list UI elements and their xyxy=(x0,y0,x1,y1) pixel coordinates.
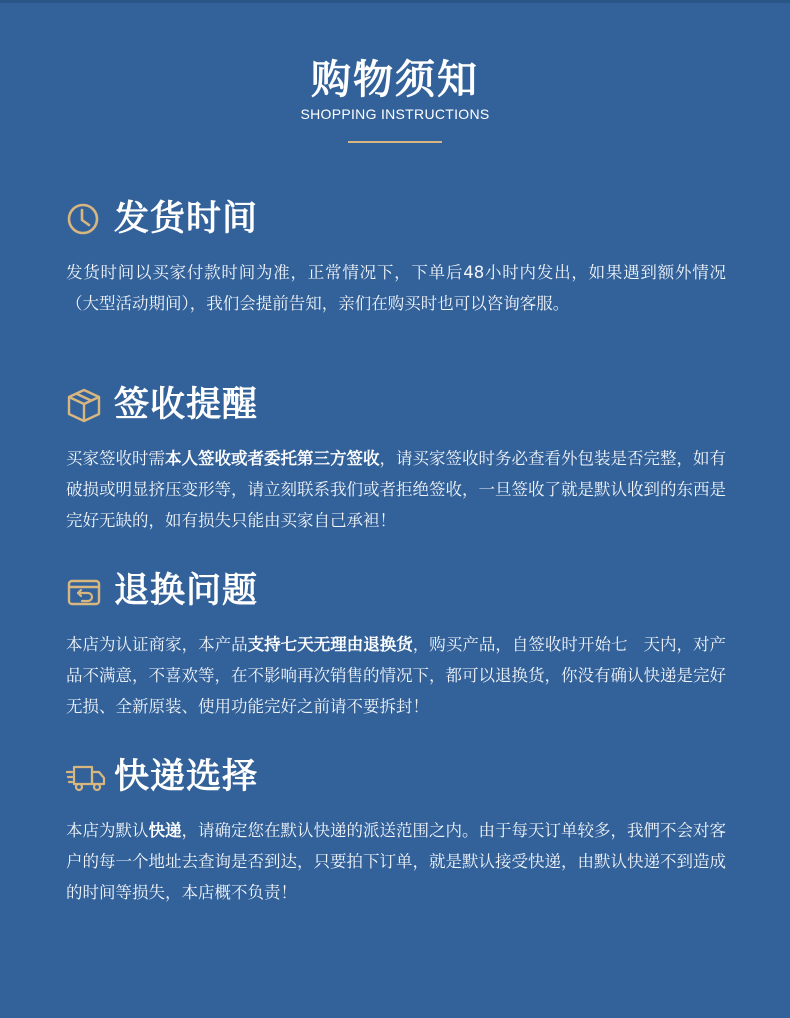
section-body xyxy=(66,443,726,536)
section-courier-choice xyxy=(66,753,726,908)
box-icon xyxy=(66,387,102,423)
page-header xyxy=(0,56,790,143)
body-text: 买家签收时需 xyxy=(66,449,165,468)
page-subtitle: SHOPPING INSTRUCTIONS xyxy=(300,106,490,122)
section-body xyxy=(66,815,726,908)
section-body xyxy=(66,257,726,319)
section-header xyxy=(66,567,726,615)
top-border xyxy=(0,0,790,3)
delivery-truck-icon xyxy=(66,759,106,795)
body-text: 天内，对产品不满意，不喜欢等，在不影响再次销售的情况下，都可以退换货，你没有确认快递是完好无损、全新原装、使用功能完好之前请不要拆封！ xyxy=(66,635,727,716)
section-shipping-time xyxy=(66,195,726,319)
section-header xyxy=(66,195,726,243)
page-title: 购物须知 xyxy=(311,57,479,103)
section-title: 退换问题 xyxy=(114,571,259,611)
emphasis-text: 快递 xyxy=(148,821,182,840)
section-title: 发货时间 xyxy=(114,199,259,239)
section-delivery-reminder xyxy=(66,381,726,536)
body-text: 发货时间以买家付款时间为准，正常情况下，下单后48小时内发出，如果遇到额外情况（大型活动期间），我们会提前告知，亲们在购买时也可以咨询客服。 xyxy=(66,263,726,313)
section-title: 签收提醒 xyxy=(114,385,259,425)
clock-icon xyxy=(66,201,102,237)
body-text: 本店为默认 xyxy=(66,821,149,840)
section-header xyxy=(66,753,726,801)
body-text: ，购买产品，自签收时开始七 xyxy=(412,635,628,654)
emphasis-text: 支持七天无理由退换货 xyxy=(247,635,413,654)
emphasis-text: 本人签收或者委托第三方签收 xyxy=(165,449,380,468)
section-header xyxy=(66,381,726,429)
section-title: 快递选择 xyxy=(114,757,259,797)
body-text: 本店为认证商家，本产品 xyxy=(66,635,248,654)
section-returns xyxy=(66,567,726,722)
return-icon xyxy=(66,573,102,609)
body-text: ，请买家签收时务必查看外包装是否完整，如有破损或明显挤压变形等，请立刻联系我们或者拒绝签收，一旦签收了就是默认收到的东西是完好无缺的，如有损失只能由买家自己承袒！ xyxy=(66,449,726,530)
section-body xyxy=(66,629,726,722)
body-text: ，请确定您在默认快递的派送范围之内。由于每天订单较多，我們不会对客户的每一个地址去查询是否到达，只要拍下订单，就是默认接受快递，由默认快递不到造成的时间等损失，本店概不负责！ xyxy=(66,821,726,902)
title-divider xyxy=(348,141,442,143)
